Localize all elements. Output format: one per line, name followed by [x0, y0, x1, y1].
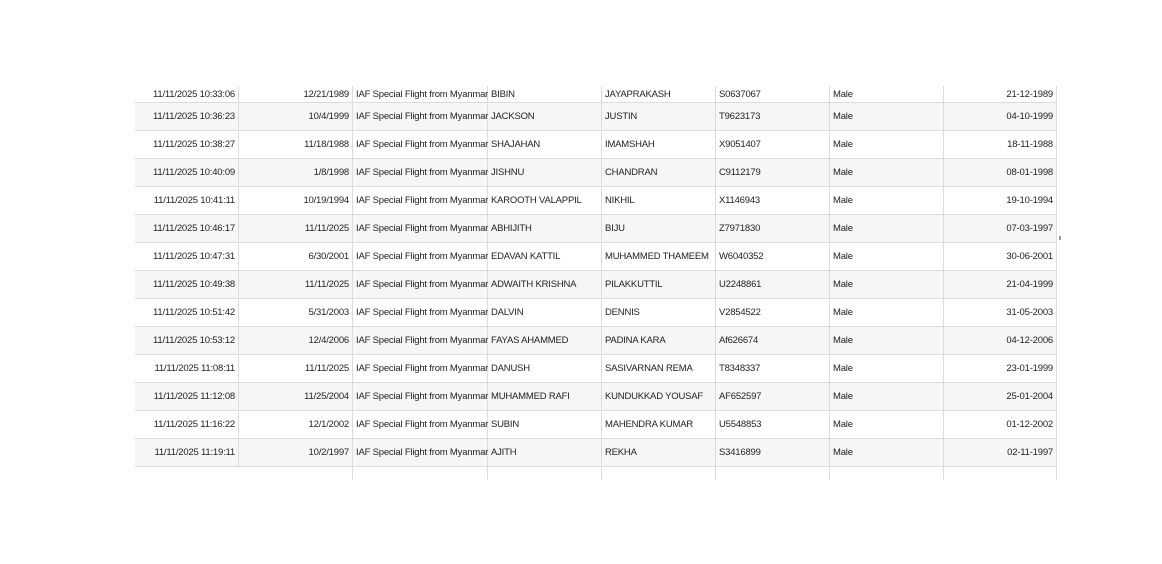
cell-gender[interactable]: Male: [830, 131, 944, 158]
cell-gender[interactable]: Male: [830, 271, 944, 298]
cell-surname[interactable]: REKHA: [602, 439, 716, 466]
cell-passport-number[interactable]: U2248861: [716, 271, 830, 298]
cell-gender[interactable]: Male: [830, 355, 944, 382]
cell-dob-formatted[interactable]: 25-01-2004: [944, 383, 1057, 410]
cell-dob-formatted[interactable]: 08-01-1998: [944, 159, 1057, 186]
cell-empty[interactable]: [488, 467, 602, 480]
table-row[interactable]: [135, 355, 1057, 383]
cell-timestamp[interactable]: 11/11/2025 11:12:08: [135, 383, 239, 410]
cell-empty[interactable]: [135, 467, 239, 480]
cell-flight[interactable]: IAF Special Flight from Myanmar: [353, 243, 488, 270]
cell-flight[interactable]: IAF Special Flight from Myanmar: [353, 383, 488, 410]
cell-date-of-birth[interactable]: 12/21/1989: [239, 86, 353, 102]
cell-timestamp[interactable]: 11/11/2025 11:19:11: [135, 439, 239, 466]
grid-rows: [135, 86, 1057, 480]
cell-surname[interactable]: MAHENDRA KUMAR: [602, 411, 716, 438]
cell-dob-formatted[interactable]: 30-06-2001: [944, 243, 1057, 270]
cell-passport-number[interactable]: Af626674: [716, 327, 830, 354]
cell-timestamp[interactable]: 11/11/2025 10:49:38: [135, 271, 239, 298]
cell-date-of-birth[interactable]: 11/11/2025: [239, 271, 353, 298]
table-row[interactable]: [135, 159, 1057, 187]
cell-passport-number[interactable]: T9623173: [716, 103, 830, 130]
cell-timestamp[interactable]: 11/11/2025 10:47:31: [135, 243, 239, 270]
cell-passport-number[interactable]: W6040352: [716, 243, 830, 270]
cell-gender[interactable]: Male: [830, 159, 944, 186]
cell-flight[interactable]: IAF Special Flight from Myanmar: [353, 215, 488, 242]
cell-timestamp[interactable]: 11/11/2025 11:08:11: [135, 355, 239, 382]
cell-flight[interactable]: IAF Special Flight from Myanmar: [353, 103, 488, 130]
cell-gender[interactable]: Male: [830, 187, 944, 214]
cell-date-of-birth[interactable]: 1/8/1998: [239, 159, 353, 186]
cell-surname[interactable]: NIKHIL: [602, 187, 716, 214]
cell-given-name[interactable]: DALVIN: [488, 299, 602, 326]
cell-surname[interactable]: IMAMSHAH: [602, 131, 716, 158]
cell-dob-formatted[interactable]: 02-11-1997: [944, 439, 1057, 466]
cell-date-of-birth[interactable]: 10/4/1999: [239, 103, 353, 130]
table-row[interactable]: [135, 327, 1057, 355]
cell-surname[interactable]: PADINA KARA: [602, 327, 716, 354]
cell-given-name[interactable]: JACKSON: [488, 103, 602, 130]
cell-flight[interactable]: IAF Special Flight from Myanmar: [353, 131, 488, 158]
cell-dob-formatted[interactable]: 18-11-1988: [944, 131, 1057, 158]
cell-empty[interactable]: [239, 467, 353, 480]
cell-date-of-birth[interactable]: 12/4/2006: [239, 327, 353, 354]
table-row[interactable]: [135, 86, 1057, 103]
cell-timestamp[interactable]: 11/11/2025 10:53:12: [135, 327, 239, 354]
table-row[interactable]: [135, 131, 1057, 159]
cell-date-of-birth[interactable]: 11/25/2004: [239, 383, 353, 410]
cell-gender[interactable]: Male: [830, 299, 944, 326]
cell-passport-number[interactable]: X9051407: [716, 131, 830, 158]
cell-dob-formatted[interactable]: 23-01-1999: [944, 355, 1057, 382]
cell-dob-formatted[interactable]: 19-10-1994: [944, 187, 1057, 214]
table-row[interactable]: [135, 299, 1057, 327]
cell-empty[interactable]: [716, 467, 830, 480]
cell-gender[interactable]: Male: [830, 103, 944, 130]
cell-dob-formatted[interactable]: 21-12-1989: [944, 86, 1057, 102]
cell-dob-formatted[interactable]: 01-12-2002: [944, 411, 1057, 438]
cell-dob-formatted[interactable]: 21-04-1999: [944, 271, 1057, 298]
cell-surname[interactable]: DENNIS: [602, 299, 716, 326]
spreadsheet-grid: [135, 89, 1057, 487]
cell-dob-formatted[interactable]: 31-05-2003: [944, 299, 1057, 326]
cell-flight[interactable]: IAF Special Flight from Myanmar: [353, 327, 488, 354]
cell-passport-number[interactable]: T8348337: [716, 355, 830, 382]
cell-passport-number[interactable]: V2854522: [716, 299, 830, 326]
cell-surname[interactable]: JAYAPRAKASH: [602, 86, 716, 102]
cell-gender[interactable]: Male: [830, 411, 944, 438]
cell-timestamp[interactable]: 11/11/2025 10:40:09: [135, 159, 239, 186]
cell-flight[interactable]: IAF Special Flight from Myanmar: [353, 271, 488, 298]
cell-surname[interactable]: SASIVARNAN REMA: [602, 355, 716, 382]
cell-passport-number[interactable]: S3416899: [716, 439, 830, 466]
cell-surname[interactable]: MUHAMMED THAMEEM: [602, 243, 716, 270]
cell-given-name[interactable]: BIBIN: [488, 86, 602, 102]
cell-dob-formatted[interactable]: 04-10-1999: [944, 103, 1057, 130]
table-row[interactable]: [135, 215, 1057, 243]
cell-gender[interactable]: Male: [830, 86, 944, 102]
table-row[interactable]: [135, 411, 1057, 439]
cell-passport-number[interactable]: C9112179: [716, 159, 830, 186]
cell-dob-formatted[interactable]: 04-12-2006: [944, 327, 1057, 354]
cell-given-name[interactable]: AJITH: [488, 439, 602, 466]
cell-passport-number[interactable]: S0637067: [716, 86, 830, 102]
cell-date-of-birth[interactable]: 12/1/2002: [239, 411, 353, 438]
cell-given-name[interactable]: DANUSH: [488, 355, 602, 382]
cell-passport-number[interactable]: U5548853: [716, 411, 830, 438]
cell-date-of-birth[interactable]: 6/30/2001: [239, 243, 353, 270]
cell-flight[interactable]: IAF Special Flight from Myanmar: [353, 411, 488, 438]
cell-given-name[interactable]: SHAJAHAN: [488, 131, 602, 158]
cell-gender[interactable]: Male: [830, 243, 944, 270]
cell-given-name[interactable]: KAROOTH VALAPPIL: [488, 187, 602, 214]
cell-gender[interactable]: Male: [830, 215, 944, 242]
cell-surname[interactable]: PILAKKUTTIL: [602, 271, 716, 298]
cell-given-name[interactable]: SUBIN: [488, 411, 602, 438]
cell-date-of-birth[interactable]: 10/19/1994: [239, 187, 353, 214]
cell-surname[interactable]: BIJU: [602, 215, 716, 242]
cell-flight[interactable]: IAF Special Flight from Myanmar: [353, 159, 488, 186]
cell-surname[interactable]: JUSTIN: [602, 103, 716, 130]
table-row[interactable]: [135, 383, 1057, 411]
cell-flight[interactable]: IAF Special Flight from Myanmar: [353, 439, 488, 466]
cell-empty[interactable]: [830, 467, 944, 480]
cell-empty[interactable]: [944, 467, 1057, 480]
cell-flight[interactable]: IAF Special Flight from Myanmar: [353, 187, 488, 214]
table-row[interactable]: [135, 243, 1057, 271]
scroll-edge-marker: [1059, 236, 1061, 240]
cell-timestamp[interactable]: 11/11/2025 10:38:27: [135, 131, 239, 158]
cell-gender[interactable]: Male: [830, 383, 944, 410]
cell-flight[interactable]: IAF Special Flight from Myanmar: [353, 86, 488, 102]
cell-timestamp[interactable]: 11/11/2025 10:33:06: [135, 86, 239, 102]
cell-timestamp[interactable]: 11/11/2025 10:36:23: [135, 103, 239, 130]
cell-given-name[interactable]: FAYAS AHAMMED: [488, 327, 602, 354]
cell-timestamp[interactable]: 11/11/2025 10:51:42: [135, 299, 239, 326]
cell-empty[interactable]: [602, 467, 716, 480]
cell-given-name[interactable]: MUHAMMED RAFI: [488, 383, 602, 410]
cell-passport-number[interactable]: X1146943: [716, 187, 830, 214]
cell-given-name[interactable]: ADWAITH KRISHNA: [488, 271, 602, 298]
cell-timestamp[interactable]: 11/11/2025 11:16:22: [135, 411, 239, 438]
cell-date-of-birth[interactable]: 10/2/1997: [239, 439, 353, 466]
cell-gender[interactable]: Male: [830, 327, 944, 354]
cell-dob-formatted[interactable]: 07-03-1997: [944, 215, 1057, 242]
cell-empty[interactable]: [353, 467, 488, 480]
cell-date-of-birth[interactable]: 11/18/1988: [239, 131, 353, 158]
cell-flight[interactable]: IAF Special Flight from Myanmar: [353, 299, 488, 326]
cell-surname[interactable]: CHANDRAN: [602, 159, 716, 186]
table-row[interactable]: [135, 187, 1057, 215]
cell-passport-number[interactable]: Z7971830: [716, 215, 830, 242]
table-row[interactable]: [135, 271, 1057, 299]
cell-surname[interactable]: KUNDUKKAD YOUSAF: [602, 383, 716, 410]
cell-gender[interactable]: Male: [830, 439, 944, 466]
cell-date-of-birth[interactable]: 11/11/2025: [239, 355, 353, 382]
table-row[interactable]: [135, 439, 1057, 467]
table-row-empty[interactable]: [135, 467, 1057, 480]
cell-date-of-birth[interactable]: 5/31/2003: [239, 299, 353, 326]
cell-given-name[interactable]: ABHIJITH: [488, 215, 602, 242]
cell-given-name[interactable]: EDAVAN KATTIL: [488, 243, 602, 270]
cell-given-name[interactable]: JISHNU: [488, 159, 602, 186]
cell-timestamp[interactable]: 11/11/2025 10:46:17: [135, 215, 239, 242]
table-row[interactable]: [135, 103, 1057, 131]
cell-date-of-birth[interactable]: 11/11/2025: [239, 215, 353, 242]
cell-passport-number[interactable]: AF652597: [716, 383, 830, 410]
cell-flight[interactable]: IAF Special Flight from Myanmar: [353, 355, 488, 382]
cell-timestamp[interactable]: 11/11/2025 10:41:11: [135, 187, 239, 214]
